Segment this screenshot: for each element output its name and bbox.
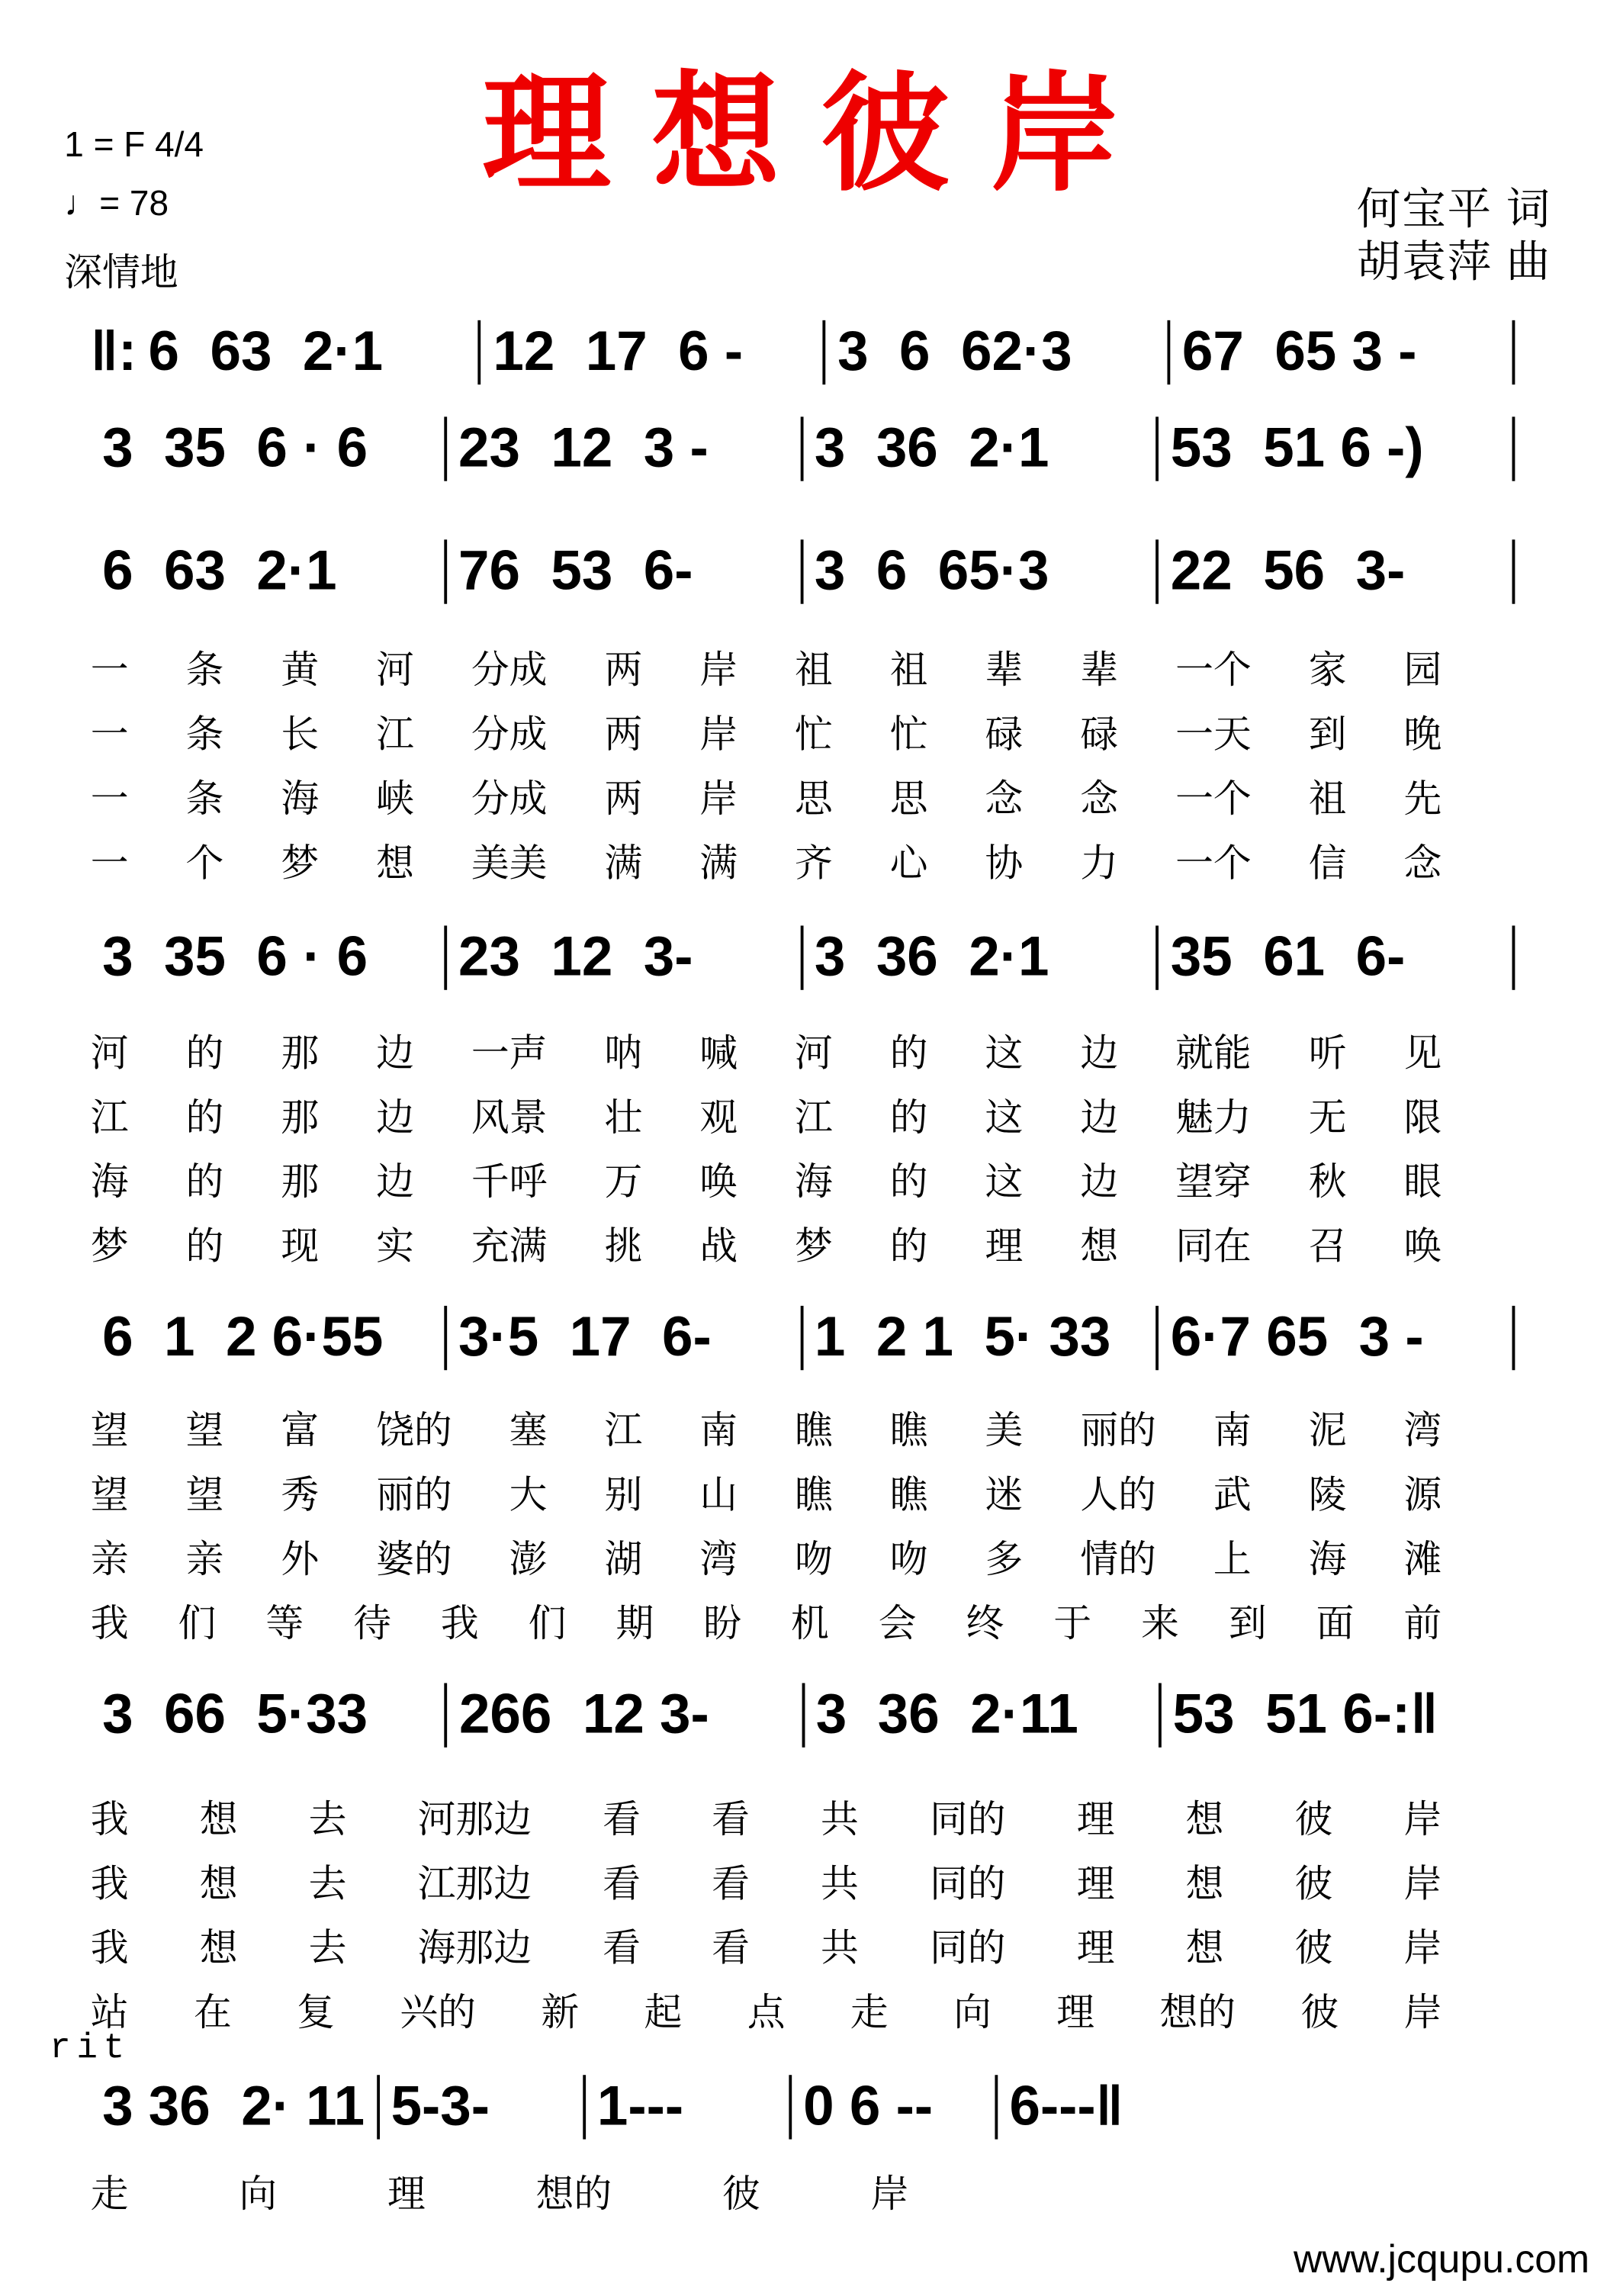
lyric-line bbox=[91, 1465, 1442, 1519]
lyric-syllable: 吻 bbox=[889, 1538, 928, 1583]
lyric-syllable: 念 bbox=[1403, 842, 1442, 886]
lyric-syllable: 湾 bbox=[1403, 1409, 1442, 1454]
lyric-syllable: 碌 bbox=[1080, 713, 1119, 758]
lyric-syllable: 边 bbox=[1080, 1161, 1119, 1205]
lyric-syllable: 想 bbox=[1080, 1225, 1119, 1269]
measure: 35 61 6- bbox=[1170, 926, 1406, 988]
lyric-syllable: 江 bbox=[90, 1096, 129, 1141]
lyric-syllable: 大 bbox=[509, 1474, 548, 1518]
lyric-syllable: 湖 bbox=[604, 1538, 643, 1583]
lyric-syllable: 望 bbox=[185, 1474, 224, 1518]
lyric-syllable: 河那边 bbox=[417, 1798, 532, 1843]
lyric-syllable: 晚 bbox=[1403, 713, 1442, 758]
lyric-syllable: 想的 bbox=[1159, 1991, 1236, 2036]
lyric-syllable: 看 bbox=[603, 1798, 641, 1843]
measure: 3 35 6 · 6 bbox=[102, 926, 368, 988]
lyric-syllable: 分成 bbox=[471, 777, 548, 822]
lyric-syllable: 两 bbox=[604, 649, 643, 693]
lyric-syllable: 们 bbox=[178, 1603, 217, 1647]
lyric-syllable: 我 bbox=[440, 1603, 479, 1647]
lyric-syllable: 彼 bbox=[1294, 1927, 1333, 1972]
lyric-syllable: 望 bbox=[90, 1474, 129, 1518]
measure: 53 51 6 -) bbox=[1170, 417, 1424, 479]
lyric-syllable: 这 bbox=[985, 1096, 1024, 1141]
measure: 3 36 2·11 bbox=[815, 1683, 1078, 1745]
lyric-syllable: 峡 bbox=[376, 777, 414, 822]
lyric-line bbox=[91, 641, 1442, 695]
lyric-syllable: 新 bbox=[541, 1991, 580, 2036]
lyric-line bbox=[91, 769, 1442, 823]
lyric-syllable: 海 bbox=[795, 1161, 833, 1205]
lyric-line bbox=[91, 1918, 1442, 1973]
lyric-syllable: 一 bbox=[90, 713, 129, 758]
lyric-syllable: 外 bbox=[281, 1538, 320, 1583]
lyric-syllable: 的 bbox=[185, 1225, 224, 1269]
measure: 6 1 2 6·55 bbox=[102, 1306, 384, 1368]
lyric-syllable: 想 bbox=[1185, 1927, 1224, 1972]
lyric-syllable: 喊 bbox=[699, 1032, 738, 1076]
measure: 23 12 3 - bbox=[458, 417, 709, 479]
lyric-syllable: 念 bbox=[985, 777, 1024, 822]
lyric-syllable: 会 bbox=[878, 1603, 917, 1647]
lyric-syllable: 辈 bbox=[985, 649, 1024, 693]
lyric-syllable: 那 bbox=[281, 1161, 320, 1205]
lyric-syllable: 我 bbox=[90, 1863, 129, 1907]
quarter-note-icon: ♩ bbox=[64, 184, 100, 224]
lyric-syllable: 美 bbox=[985, 1409, 1024, 1454]
repeat-start-sign: ‖: bbox=[90, 320, 137, 383]
lyric-syllable: 前 bbox=[1403, 1603, 1442, 1647]
website-watermark: www.jcqupu.com bbox=[1293, 2237, 1590, 2282]
lyric-syllable: 去 bbox=[308, 1798, 347, 1843]
measure: 23 12 3- bbox=[458, 926, 693, 988]
lyric-line bbox=[91, 1217, 1442, 1271]
lyric-syllable: 边 bbox=[376, 1032, 414, 1076]
lyric-syllable: 岸 bbox=[699, 649, 738, 693]
lyric-syllable: 我 bbox=[90, 1927, 129, 1972]
lyric-syllable: 共 bbox=[821, 1798, 859, 1843]
lyric-syllable: 彼 bbox=[722, 2172, 760, 2217]
lyric-syllable: 那 bbox=[281, 1096, 320, 1141]
bar-line bbox=[1512, 1306, 1515, 1370]
lyric-syllable: 忙 bbox=[889, 713, 928, 758]
lyric-syllable: 机 bbox=[791, 1603, 829, 1647]
lyric-syllable: 向 bbox=[953, 1991, 992, 2036]
lyric-syllable: 待 bbox=[353, 1603, 391, 1647]
lyric-syllable: 分成 bbox=[471, 649, 548, 693]
measure: 0 6 -- bbox=[803, 2076, 934, 2137]
lyric-syllable: 观 bbox=[699, 1096, 738, 1141]
lyric-syllable: 思 bbox=[889, 777, 928, 822]
lyric-syllable: 的 bbox=[889, 1096, 928, 1141]
lyric-syllable: 看 bbox=[603, 1927, 641, 1972]
lyric-syllable: 梦 bbox=[795, 1225, 833, 1269]
lyric-syllable: 去 bbox=[308, 1863, 347, 1907]
lyric-syllable: 泥 bbox=[1308, 1409, 1347, 1454]
lyric-syllable: 上 bbox=[1213, 1538, 1252, 1583]
lyric-syllable: 这 bbox=[985, 1161, 1024, 1205]
lyric-syllable: 陵 bbox=[1308, 1474, 1347, 1518]
lyric-syllable: 家 bbox=[1308, 649, 1347, 693]
lyric-syllable: 一个 bbox=[1175, 777, 1252, 822]
lyric-syllable: 们 bbox=[528, 1603, 567, 1647]
lyric-syllable: 向 bbox=[239, 2172, 278, 2217]
lyric-syllable: 呐 bbox=[604, 1032, 643, 1076]
lyric-syllable: 力 bbox=[1080, 842, 1119, 886]
lyric-syllable: 看 bbox=[712, 1863, 750, 1907]
measure: 6·7 65 3 - bbox=[1170, 1306, 1424, 1368]
lyric-syllable: 边 bbox=[376, 1096, 414, 1141]
lyric-syllable: 园 bbox=[1403, 649, 1442, 693]
lyric-syllable: 岸 bbox=[1403, 1798, 1442, 1843]
measure: 266 12 3- bbox=[458, 1683, 709, 1745]
lyric-syllable: 一个 bbox=[1175, 649, 1252, 693]
measure: 12 17 6 - bbox=[493, 320, 744, 383]
lyric-syllable: 吻 bbox=[795, 1538, 833, 1583]
measure: 3 36 2·1 bbox=[814, 417, 1049, 479]
lyric-syllable: 条 bbox=[185, 777, 224, 822]
lyric-syllable: 同的 bbox=[929, 1927, 1006, 1972]
lyric-syllable: 武 bbox=[1213, 1474, 1252, 1518]
lyric-syllable: 一声 bbox=[471, 1032, 548, 1076]
lyric-syllable: 彼 bbox=[1294, 1863, 1333, 1907]
measure: 76 53 6- bbox=[458, 540, 693, 602]
lyric-syllable: 共 bbox=[821, 1927, 859, 1972]
measure: 3 6 65·3 bbox=[814, 540, 1049, 602]
lyric-syllable: 条 bbox=[185, 649, 224, 693]
lyric-syllable: 终 bbox=[966, 1603, 1004, 1647]
lyric-syllable: 等 bbox=[265, 1603, 304, 1647]
lyric-syllable: 秋 bbox=[1308, 1161, 1347, 1205]
measure: 53 51 6-:‖ bbox=[1172, 1683, 1438, 1745]
lyric-syllable: 望穿 bbox=[1175, 1161, 1252, 1205]
staff-row bbox=[91, 413, 1515, 486]
lyric-syllable: 理 bbox=[387, 2172, 426, 2217]
lyric-syllable: 彼 bbox=[1294, 1798, 1333, 1843]
lyric-line bbox=[91, 1790, 1442, 1844]
measure: 3 6 62·3 bbox=[837, 320, 1072, 383]
lyric-syllable: 江 bbox=[795, 1096, 833, 1141]
lyric-syllable: 走 bbox=[90, 2172, 129, 2217]
lyric-syllable: 别 bbox=[604, 1474, 643, 1518]
lyric-syllable: 的 bbox=[889, 1161, 928, 1205]
tempo-value: = 78 bbox=[99, 184, 169, 224]
lyric-syllable: 想 bbox=[199, 1863, 238, 1907]
lyric-syllable: 到 bbox=[1228, 1603, 1267, 1647]
lyric-syllable: 听 bbox=[1308, 1032, 1347, 1076]
lyric-syllable: 岸 bbox=[870, 2172, 909, 2217]
staff-row bbox=[91, 921, 1515, 995]
lyric-syllable: 南 bbox=[1213, 1409, 1252, 1454]
tempo-marking bbox=[64, 185, 169, 226]
measure: 3·5 17 6- bbox=[458, 1306, 712, 1368]
lyric-syllable: 的 bbox=[889, 1032, 928, 1076]
lyric-syllable: 瞧 bbox=[889, 1409, 928, 1454]
lyric-syllable: 祖 bbox=[1308, 777, 1347, 822]
measure: 1--- bbox=[596, 2076, 684, 2137]
lyric-syllable: 岸 bbox=[699, 777, 738, 822]
lyric-syllable: 梦 bbox=[90, 1225, 129, 1269]
lyric-syllable: 边 bbox=[1080, 1032, 1119, 1076]
lyric-syllable: 魅力 bbox=[1175, 1096, 1252, 1141]
lyric-syllable: 见 bbox=[1403, 1032, 1442, 1076]
lyric-syllable: 眼 bbox=[1403, 1161, 1442, 1205]
lyric-syllable: 到 bbox=[1308, 713, 1347, 758]
lyric-syllable: 海 bbox=[90, 1161, 129, 1205]
lyric-syllable: 海 bbox=[1308, 1538, 1347, 1583]
lyric-syllable: 岸 bbox=[1403, 1863, 1442, 1907]
measure: 3 35 6 · 6 bbox=[102, 417, 368, 479]
lyric-syllable: 彼 bbox=[1300, 1991, 1339, 2036]
lyric-syllable: 丽的 bbox=[376, 1474, 452, 1518]
lyric-syllable: 看 bbox=[603, 1863, 641, 1907]
staff-row bbox=[91, 2070, 1201, 2143]
lyric-syllable: 亲 bbox=[90, 1538, 129, 1583]
lyric-syllable: 个 bbox=[185, 842, 224, 886]
lyric-syllable: 充满 bbox=[471, 1225, 548, 1269]
lyric-syllable: 澎 bbox=[509, 1538, 548, 1583]
lyric-line bbox=[91, 1982, 1442, 2037]
lyric-syllable: 先 bbox=[1403, 777, 1442, 822]
lyric-syllable: 唤 bbox=[699, 1161, 738, 1205]
lyric-syllable: 美美 bbox=[471, 842, 548, 886]
lyric-syllable: 瞧 bbox=[795, 1474, 833, 1518]
lyric-syllable: 齐 bbox=[795, 842, 833, 886]
song-title: 理想彼岸 bbox=[482, 58, 1160, 210]
lyric-syllable: 心 bbox=[889, 842, 928, 886]
measure: 67 65 3 - bbox=[1181, 320, 1417, 383]
lyric-syllable: 一个 bbox=[1175, 842, 1252, 886]
lyric-syllable: 这 bbox=[985, 1032, 1024, 1076]
lyric-line bbox=[91, 1400, 1442, 1455]
lyric-syllable: 千呼 bbox=[471, 1161, 548, 1205]
lyric-syllable: 条 bbox=[185, 713, 224, 758]
lyric-syllable: 看 bbox=[712, 1927, 750, 1972]
lyric-syllable: 协 bbox=[985, 842, 1024, 886]
lyric-syllable: 祖 bbox=[889, 649, 928, 693]
lyric-syllable: 想 bbox=[376, 842, 414, 886]
staff-row bbox=[91, 1301, 1515, 1375]
lyric-syllable: 共 bbox=[821, 1863, 859, 1907]
measure: 5-3- bbox=[391, 2076, 490, 2137]
staff-row bbox=[91, 1679, 1515, 1752]
lyric-syllable: 满 bbox=[699, 842, 738, 886]
lyric-syllable: 理 bbox=[1076, 1863, 1115, 1907]
lyric-syllable: 我 bbox=[90, 1798, 129, 1843]
lyric-syllable: 边 bbox=[376, 1161, 414, 1205]
bar-line bbox=[1512, 539, 1515, 603]
lyric-syllable: 迷 bbox=[985, 1474, 1024, 1518]
lyric-syllable: 面 bbox=[1316, 1603, 1355, 1647]
ritardando-marking: rit bbox=[50, 2029, 130, 2069]
staff-row bbox=[91, 316, 1515, 389]
lyric-line bbox=[91, 705, 1442, 759]
lyric-syllable: 滩 bbox=[1403, 1538, 1442, 1583]
lyric-syllable: 想 bbox=[1185, 1798, 1224, 1843]
lyric-syllable: 望 bbox=[90, 1409, 129, 1454]
lyric-syllable: 看 bbox=[712, 1798, 750, 1843]
lyric-syllable: 同在 bbox=[1175, 1225, 1252, 1269]
lyric-syllable: 念 bbox=[1080, 777, 1119, 822]
lyric-syllable: 丽的 bbox=[1080, 1409, 1156, 1454]
lyric-syllable: 河 bbox=[90, 1032, 129, 1076]
lyric-syllable: 信 bbox=[1308, 842, 1347, 886]
lyric-line bbox=[91, 2164, 909, 2218]
lyric-syllable: 亲 bbox=[185, 1538, 224, 1583]
lyric-syllable: 挑 bbox=[604, 1225, 643, 1269]
lyric-syllable: 河 bbox=[795, 1032, 833, 1076]
lyric-syllable: 祖 bbox=[795, 649, 833, 693]
lyric-line bbox=[91, 1153, 1442, 1207]
measure: 1 2 1 5· 33 bbox=[814, 1306, 1111, 1368]
lyric-syllable: 战 bbox=[699, 1225, 738, 1269]
lyric-syllable: 江 bbox=[376, 713, 414, 758]
lyric-syllable: 那 bbox=[281, 1032, 320, 1076]
lyric-syllable: 一 bbox=[90, 777, 129, 822]
lyric-syllable: 富 bbox=[281, 1409, 320, 1454]
lyric-syllable: 望 bbox=[185, 1409, 224, 1454]
lyric-syllable: 无 bbox=[1308, 1096, 1347, 1141]
measure: 6 63 2·1 bbox=[148, 320, 384, 383]
lyric-syllable: 多 bbox=[985, 1538, 1024, 1583]
lyricist-credit: 何宝平 词 bbox=[1356, 185, 1552, 234]
lyric-syllable: 兴的 bbox=[400, 1991, 476, 2036]
lyric-syllable: 边 bbox=[1080, 1096, 1119, 1141]
lyric-syllable: 辈 bbox=[1080, 649, 1119, 693]
lyric-syllable: 海那边 bbox=[417, 1927, 532, 1972]
lyric-syllable: 来 bbox=[1141, 1603, 1179, 1647]
lyric-syllable: 一 bbox=[90, 649, 129, 693]
lyric-line bbox=[91, 1529, 1442, 1584]
lyric-syllable: 的 bbox=[185, 1096, 224, 1141]
lyric-syllable: 想 bbox=[199, 1927, 238, 1972]
lyric-syllable: 起 bbox=[644, 1991, 683, 2036]
lyric-syllable: 满 bbox=[604, 842, 643, 886]
measure: 3 66 5·33 bbox=[102, 1683, 368, 1745]
bar-line bbox=[1512, 320, 1515, 384]
lyric-syllable: 两 bbox=[604, 777, 643, 822]
bar-line bbox=[1512, 925, 1515, 989]
lyric-line bbox=[91, 834, 1442, 888]
lyric-syllable: 一 bbox=[90, 842, 129, 886]
measure: 6 63 2·1 bbox=[102, 540, 337, 602]
lyric-line bbox=[91, 1594, 1442, 1648]
lyric-syllable: 同的 bbox=[929, 1798, 1006, 1843]
lyric-syllable: 的 bbox=[185, 1032, 224, 1076]
lyric-syllable: 长 bbox=[281, 713, 320, 758]
lyric-syllable: 壮 bbox=[604, 1096, 643, 1141]
measure: 3 36 2· 11 bbox=[102, 2076, 365, 2137]
lyric-syllable: 两 bbox=[604, 713, 643, 758]
lyric-syllable: 去 bbox=[308, 1927, 347, 1972]
measure: 3 36 2·1 bbox=[814, 926, 1049, 988]
lyric-syllable: 同的 bbox=[929, 1863, 1006, 1907]
lyric-line bbox=[91, 1088, 1442, 1142]
lyric-syllable: 岸 bbox=[1403, 1927, 1442, 1972]
lyric-syllable: 想的 bbox=[535, 2172, 612, 2217]
lyric-syllable: 人的 bbox=[1080, 1474, 1156, 1518]
staff-row bbox=[91, 535, 1515, 609]
lyric-syllable: 婆的 bbox=[376, 1538, 452, 1583]
lyric-syllable: 饶的 bbox=[376, 1409, 452, 1454]
lyric-syllable: 的 bbox=[889, 1225, 928, 1269]
lyric-syllable: 瞧 bbox=[795, 1409, 833, 1454]
lyric-syllable: 唤 bbox=[1403, 1225, 1442, 1269]
lyric-syllable: 理 bbox=[1056, 1991, 1095, 2036]
lyric-syllable: 瞧 bbox=[889, 1474, 928, 1518]
composer-credit: 胡袁萍 曲 bbox=[1356, 238, 1552, 287]
lyric-syllable: 理 bbox=[1076, 1927, 1115, 1972]
lyric-syllable: 情的 bbox=[1080, 1538, 1156, 1583]
lyric-syllable: 南 bbox=[699, 1409, 738, 1454]
lyric-syllable: 梦 bbox=[281, 842, 320, 886]
lyric-syllable: 想 bbox=[1185, 1863, 1224, 1907]
lyric-syllable: 理 bbox=[1076, 1798, 1115, 1843]
lyric-syllable: 的 bbox=[185, 1161, 224, 1205]
lyric-syllable: 江 bbox=[604, 1409, 643, 1454]
lyric-line bbox=[91, 1024, 1442, 1078]
lyric-syllable: 期 bbox=[615, 1603, 654, 1647]
lyric-syllable: 源 bbox=[1403, 1474, 1442, 1518]
lyric-syllable: 现 bbox=[281, 1225, 320, 1269]
lyric-syllable: 复 bbox=[297, 1991, 335, 2036]
lyric-syllable: 就能 bbox=[1175, 1032, 1252, 1076]
lyric-syllable: 理 bbox=[985, 1225, 1024, 1269]
lyric-syllable: 塞 bbox=[509, 1409, 548, 1454]
lyric-syllable: 海 bbox=[281, 777, 320, 822]
lyric-syllable: 秀 bbox=[281, 1474, 320, 1518]
lyric-syllable: 走 bbox=[850, 1991, 889, 2036]
lyric-syllable: 思 bbox=[795, 777, 833, 822]
lyric-syllable: 想 bbox=[199, 1798, 238, 1843]
lyric-syllable: 黄 bbox=[281, 649, 320, 693]
lyric-syllable: 江那边 bbox=[417, 1863, 532, 1907]
lyric-syllable: 我 bbox=[90, 1603, 129, 1647]
measure: 22 56 3- bbox=[1170, 540, 1406, 602]
lyric-syllable: 在 bbox=[193, 1991, 232, 2036]
lyric-syllable: 风景 bbox=[471, 1096, 548, 1141]
lyric-syllable: 山 bbox=[699, 1474, 738, 1518]
lyric-syllable: 一天 bbox=[1175, 713, 1252, 758]
lyric-syllable: 点 bbox=[747, 1991, 786, 2036]
lyric-syllable: 限 bbox=[1403, 1096, 1442, 1141]
expression-marking: 深情地 bbox=[64, 249, 178, 294]
lyric-syllable: 召 bbox=[1308, 1225, 1347, 1269]
lyric-syllable: 分成 bbox=[471, 713, 548, 758]
lyric-syllable: 湾 bbox=[699, 1538, 738, 1583]
lyric-syllable: 实 bbox=[376, 1225, 414, 1269]
lyric-syllable: 忙 bbox=[795, 713, 833, 758]
measure: 6---‖ bbox=[1009, 2076, 1123, 2137]
lyric-syllable: 河 bbox=[376, 649, 414, 693]
lyric-syllable: 站 bbox=[90, 1991, 129, 2036]
lyric-syllable: 碌 bbox=[985, 713, 1024, 758]
key-signature: 1 = F 4/4 bbox=[64, 125, 204, 166]
lyric-line bbox=[91, 1854, 1442, 1909]
lyric-syllable: 盼 bbox=[703, 1603, 742, 1647]
lyric-syllable: 万 bbox=[604, 1161, 643, 1205]
lyric-syllable: 于 bbox=[1053, 1603, 1092, 1647]
lyric-syllable: 岸 bbox=[699, 713, 738, 758]
bar-line bbox=[1512, 416, 1515, 481]
lyric-syllable: 岸 bbox=[1403, 1991, 1442, 2036]
